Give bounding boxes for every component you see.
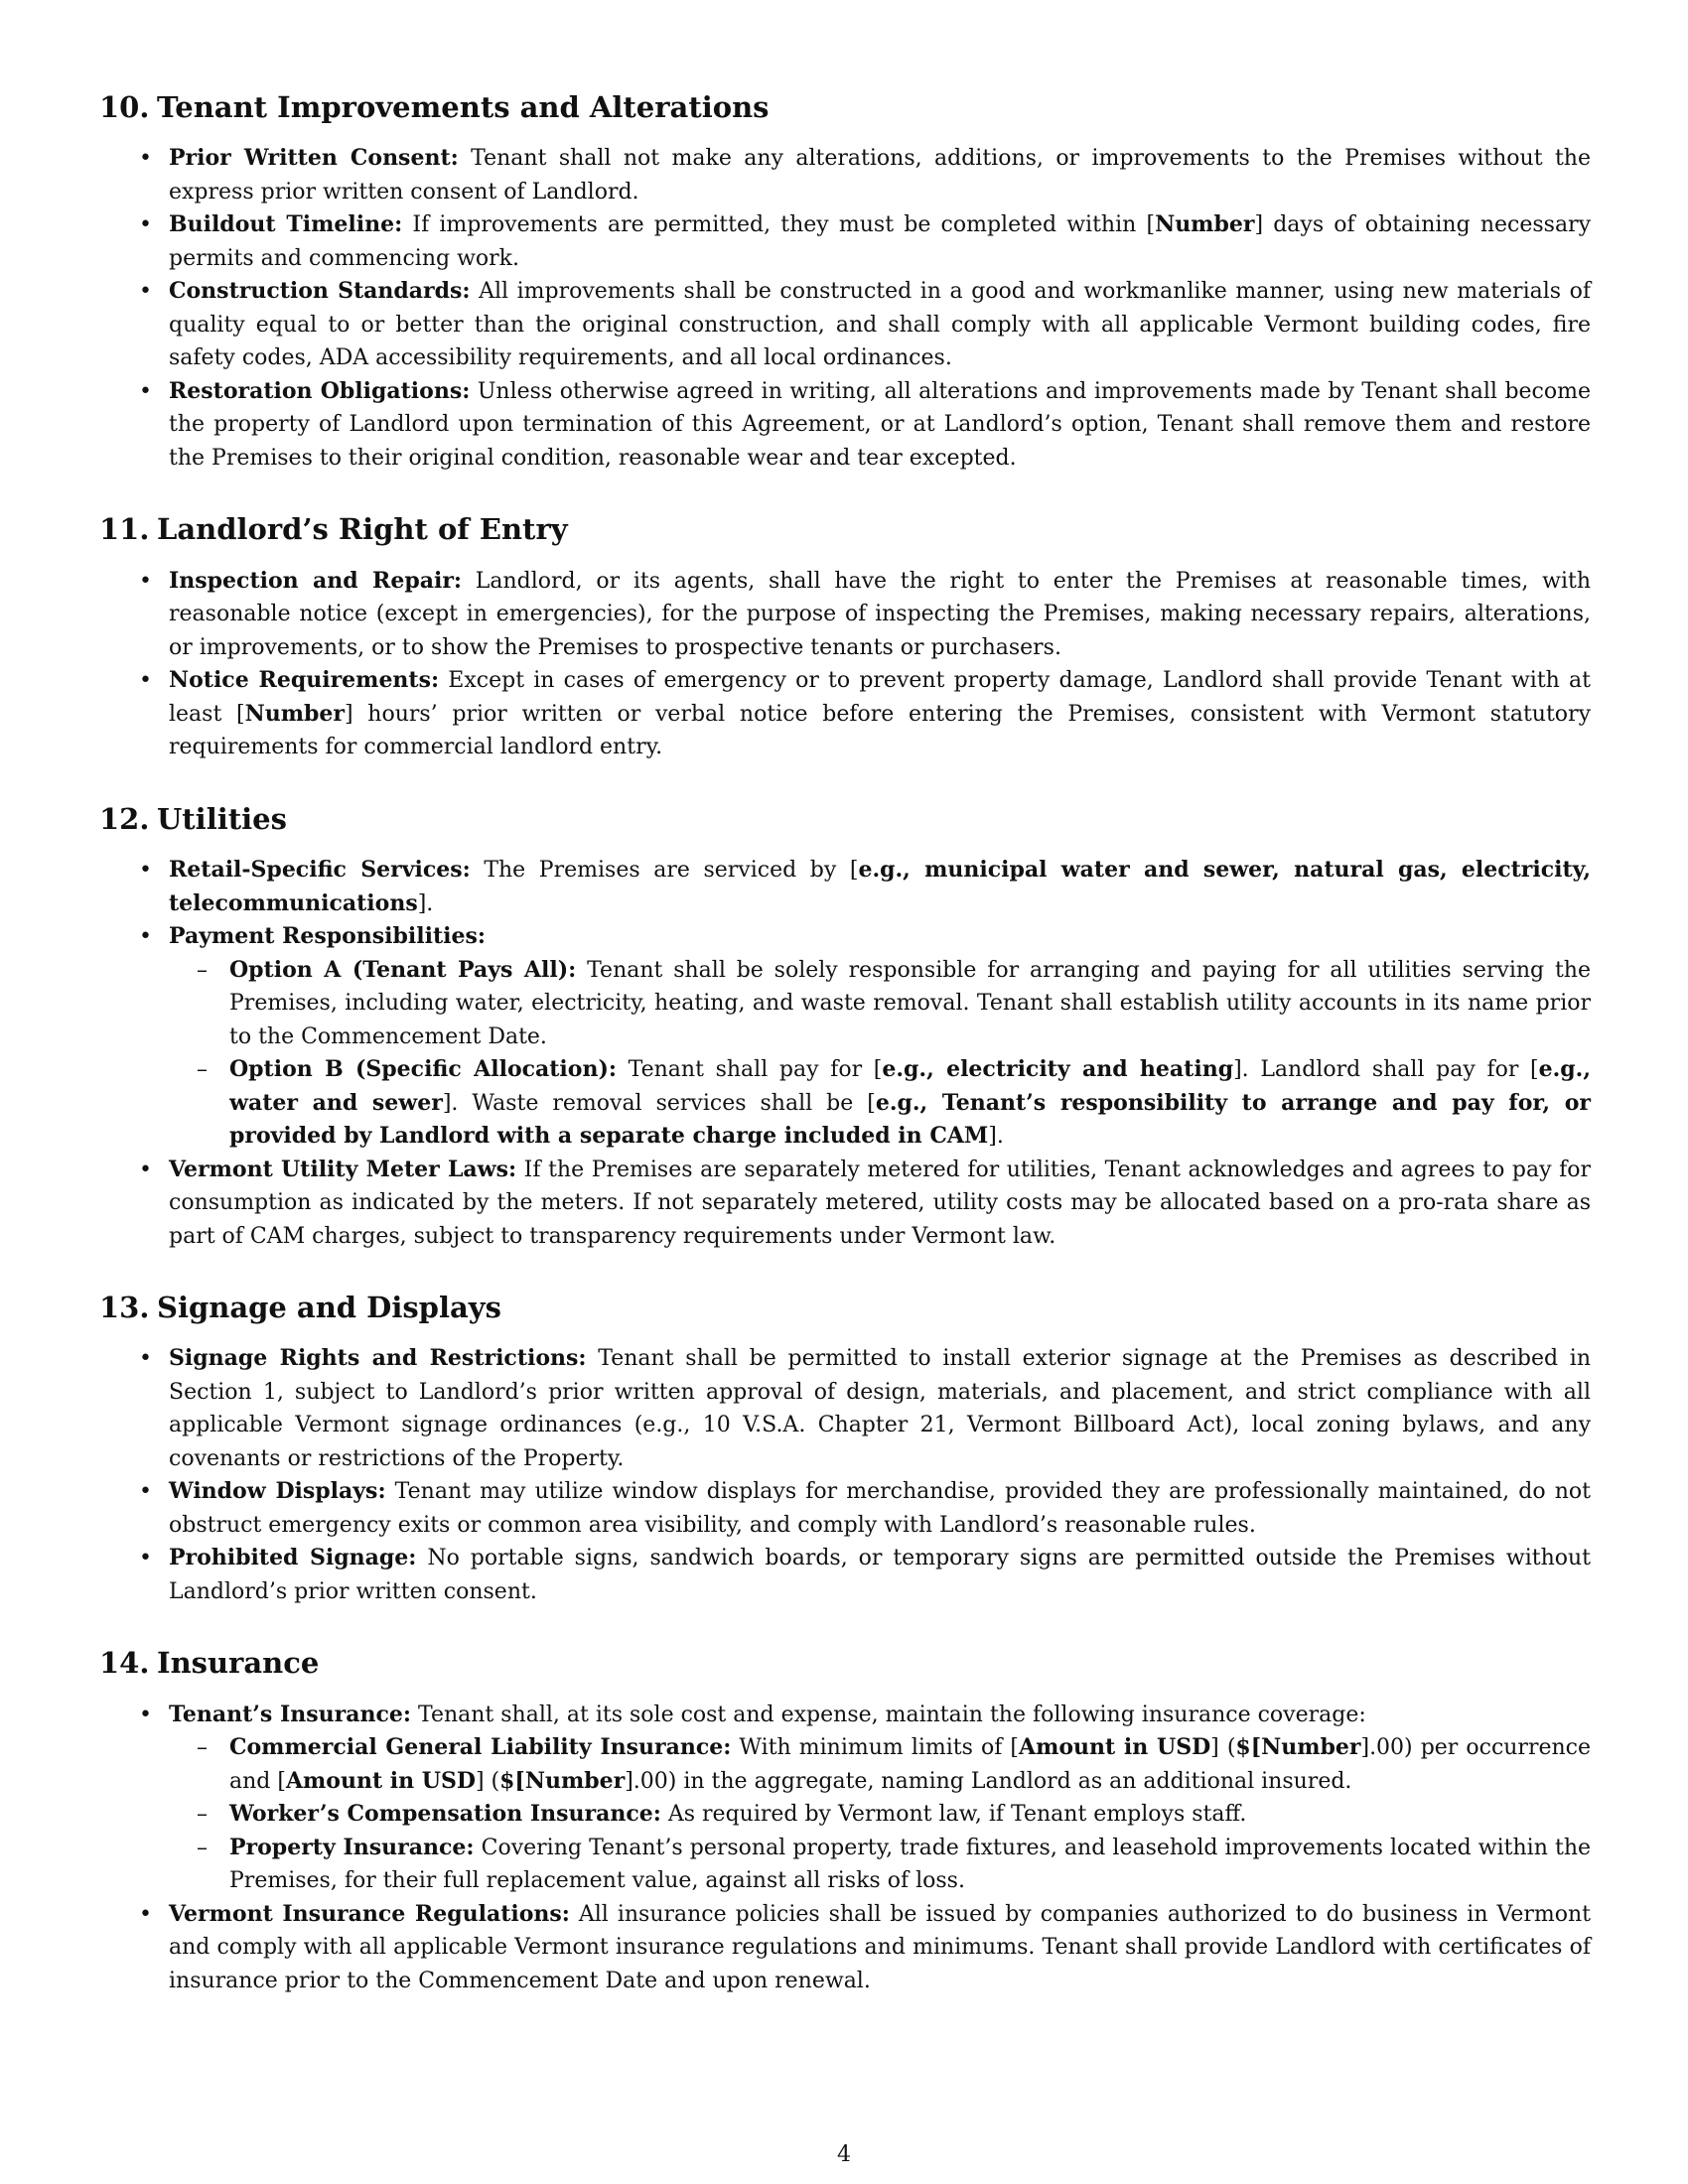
- list-item: • Payment Responsibilities: – Option A (Tenant Pays All): Tenant shall be solely responsible for arranging and paying for all utilities serving the Premises, including water, electricity, heating, and waste removal. Tenant shall establish utility accounts in its name prior to the Commencement Date. – Option B (Specific Allocation): Tenant shall pay for [e.g., electricity and heating]. Landlord shall pay for [e.g., water and sewer]. Waste removal services shall be [e.g., Tenant’s responsibility to arrange and pay for, or provided by Landlord with a separate charge included in CAM].: [99, 920, 1591, 1154]
- section-13: [99, 1292, 1591, 1608]
- sub-list-item: – Option B (Specific Allocation): Tenant shall pay for [e.g., electricity and heating]. Landlord shall pay for [e.g., water and sewer]. Waste removal services shall be [e.g., Tenant’s responsibility to arrange and pay for, or provided by Landlord with a separate charge included in CAM].: [169, 1053, 1591, 1154]
- list-item: • Window Displays: Tenant may utilize window displays for merchandise, provided they are professionally maintained, do not obstruct emergency exits or common area visibility, and comply with Landlord’s reasonable rules.: [99, 1475, 1591, 1542]
- document-page: [99, 91, 1591, 2036]
- section-heading: 11. Landlord’s Right of Entry: [99, 512, 568, 547]
- list-item: • Signage Rights and Restrictions: Tenant shall be permitted to install exterior signage at the Premises as described in Section 1, subject to Landlord’s prior written approval of design, materials, and placement, and strict compliance with all applicable Vermont signage ordinances (e.g., 10 V.S.A. Chapter 21, Vermont Billboard Act), local zoning bylaws, and any covenants or restrictions of the Property.: [99, 1342, 1591, 1475]
- list-item: • Retail-Specific Services: The Premises are serviced by [e.g., municipal water and sewer, natural gas, electricity, telecommunications].: [99, 854, 1591, 920]
- list-item: • Buildout Timeline: If improvements are permitted, they must be completed within [Number] days of obtaining necessary permits and commencing work.: [99, 208, 1591, 275]
- section-heading: 10. Tenant Improvements and Alterations: [99, 90, 770, 124]
- section-11: [99, 513, 1591, 763]
- list-item: • Inspection and Repair: Landlord, or its agents, shall have the right to enter the Premises at reasonable times, with reasonable notice (except in emergencies), for the purpose of inspecting the Premises, making necessary repairs, alterations, or improvements, or to show the Premises to prospective tenants or purchasers.: [99, 565, 1591, 665]
- list-item: • Restoration Obligations: Unless otherwise agreed in writing, all alterations and improvements made by Tenant shall become the property of Landlord upon termination of this Agreement, or at Landlord’s option, Tenant shall remove them and restore the Premises to their original condition, reasonable wear and tear excepted.: [99, 375, 1591, 476]
- list-item: • Prior Written Consent: Tenant shall not make any alterations, additions, or improvements to the Premises without the express prior written consent of Landlord.: [99, 142, 1591, 208]
- list-item: • Construction Standards: All improvements shall be constructed in a good and workmanlike manner, using new materials of quality equal to or better than the original construction, and shall comply with all applicable Vermont building codes, fire safety codes, ADA accessibility requirements, and all local ordinances.: [99, 275, 1591, 375]
- page-number: 4: [837, 2142, 851, 2167]
- section-heading: 12. Utilities: [99, 801, 287, 836]
- sub-list-item: – Property Insurance: Covering Tenant’s personal property, trade fixtures, and leasehold improvements located within the Premises, for their full replacement value, against all risks of loss.: [169, 1832, 1591, 1898]
- sub-list-item: – Commercial General Liability Insurance: With minimum limits of [Amount in USD] ($[Number].00) per occurrence and [Amount in USD] ($[Number].00) in the aggregate, naming Landlord as an additional insured.: [169, 1731, 1591, 1798]
- list-item: • Vermont Utility Meter Laws: If the Premises are separately metered for utilities, Tenant acknowledges and agrees to pay for consumption as indicated by the meters. If not separately metered, utility costs may be allocated based on a pro-rata share as part of CAM charges, subject to transparency requirements under Vermont law.: [99, 1154, 1591, 1254]
- list-item: • Prohibited Signage: No portable signs, sandwich boards, or temporary signs are permitted outside the Premises without Landlord’s prior written consent.: [99, 1542, 1591, 1608]
- list-item: • Tenant’s Insurance: Tenant shall, at its sole cost and expense, maintain the following insurance coverage: – Commercial General Liability Insurance: With minimum limits of [Amount in USD] ($[Number].00) per occurrence and [Amount in USD] ($[Number].00) in the aggregate, naming Landlord as an additional insured. – Worker’s Compensation Insurance: As required by Vermont law, if Tenant employs staff. – Property Insurance: Covering Tenant’s personal property, trade fixtures, and leasehold improvements located within the Premises, for their full replacement value, against all risks of loss.: [99, 1699, 1591, 1898]
- list-item: • Vermont Insurance Regulations: All insurance policies shall be issued by companies authorized to do business in Vermont and comply with all applicable Vermont insurance regulations and minimums. Tenant shall provide Landlord with certificates of insurance prior to the Commencement Date and upon renewal.: [99, 1898, 1591, 1998]
- section-14: [99, 1647, 1591, 1997]
- section-10: [99, 91, 1591, 475]
- section-12: [99, 803, 1591, 1253]
- sub-list-item: – Worker’s Compensation Insurance: As required by Vermont law, if Tenant employs staff.: [169, 1798, 1591, 1832]
- list-item: • Notice Requirements: Except in cases of emergency or to prevent property damage, Landlord shall provide Tenant with at least [Number] hours’ prior written or verbal notice before entering the Premises, consistent with Vermont statutory requirements for commercial landlord entry.: [99, 664, 1591, 764]
- sub-list-item: – Option A (Tenant Pays All): Tenant shall be solely responsible for arranging and paying for all utilities serving the Premises, including water, electricity, heating, and waste removal. Tenant shall establish utility accounts in its name prior to the Commencement Date.: [169, 954, 1591, 1054]
- section-heading: 14. Insurance: [99, 1646, 320, 1681]
- section-heading: 13. Signage and Displays: [99, 1291, 501, 1325]
